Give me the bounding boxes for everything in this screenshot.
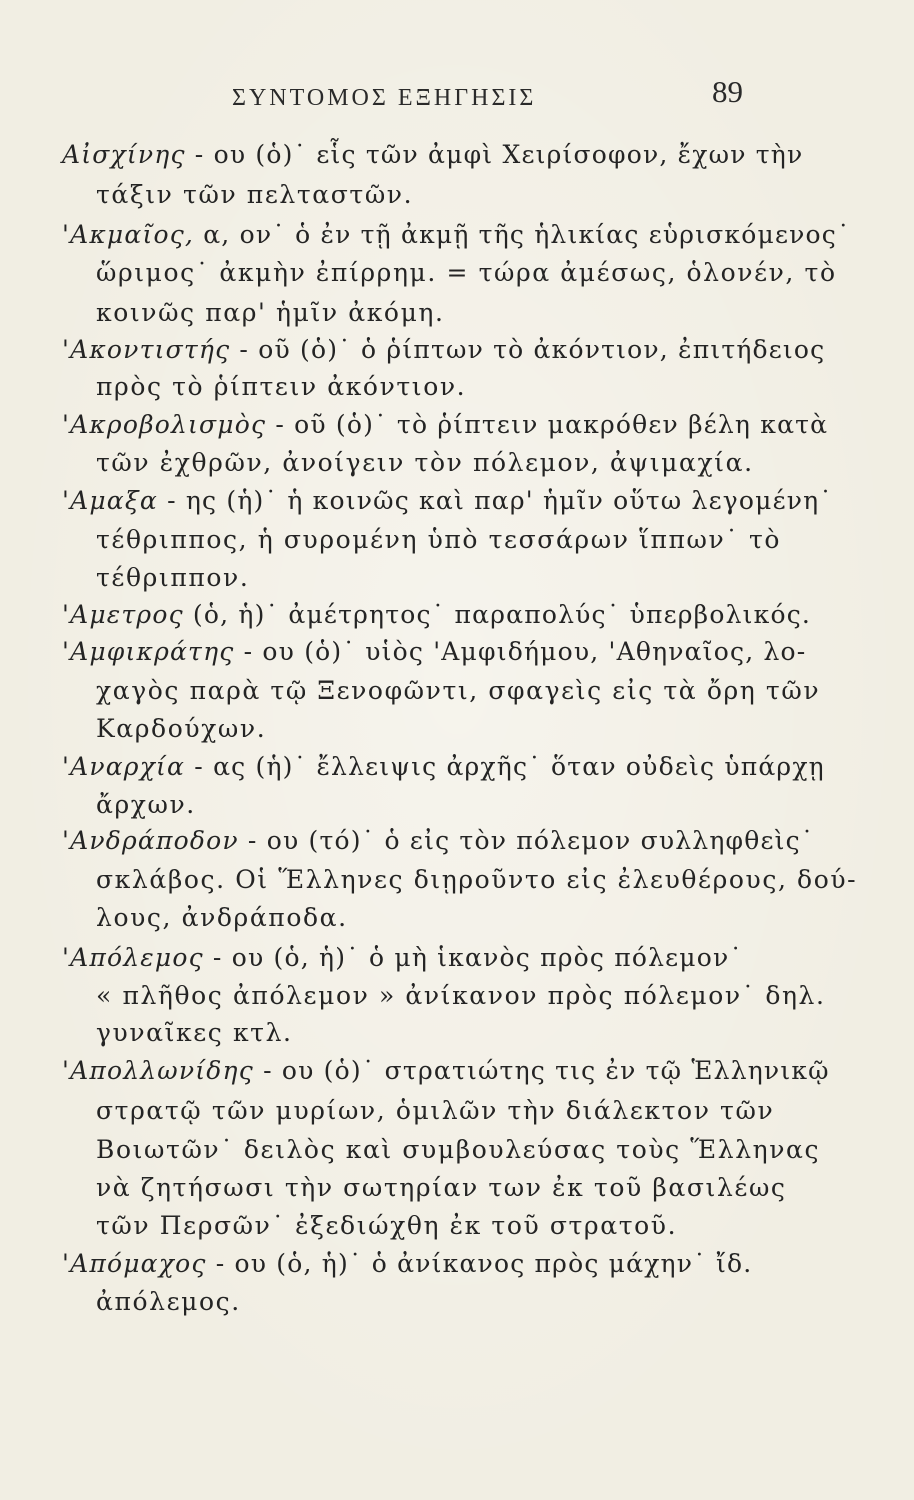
entry-amphikrates bbox=[62, 637, 806, 667]
definition-text: - ου (ὁ)˙ υἱὸς 'Αμφιδήμου, 'Αθηναῖος, λο- bbox=[234, 637, 807, 666]
definition-text: τέθριππον. bbox=[96, 563, 250, 592]
headword: 'Αμαξα bbox=[62, 486, 158, 515]
headword: 'Αμετρος bbox=[62, 600, 184, 629]
continuation-line bbox=[96, 1135, 820, 1165]
headword: 'Ακμαῖος, bbox=[62, 220, 195, 249]
entry-andrapodon bbox=[62, 826, 815, 856]
headword: 'Αμφικράτης bbox=[62, 637, 235, 666]
continuation-line bbox=[96, 525, 781, 555]
continuation-line bbox=[96, 1287, 241, 1317]
running-title: ΣΥΝΤΟΜΟΣ ΕΞΗΓΗΣΙΣ bbox=[232, 85, 537, 111]
headword: 'Ακοντιστής bbox=[62, 335, 231, 364]
definition-text: - ης (ἡ)˙ ἡ κοινῶς καὶ παρ' ἡμῖν οὕτω λεγομένη˙ bbox=[157, 486, 833, 515]
page-number: 89 bbox=[712, 74, 743, 109]
definition-text: ὥριμος˙ ἀκμὴν ἐπίρρημ. = τώρα ἀμέσως, ὁλονέν, τὸ bbox=[96, 258, 837, 287]
continuation-line bbox=[96, 258, 837, 288]
continuation-line bbox=[96, 1096, 774, 1126]
headword: 'Απολλωνίδης bbox=[62, 1056, 254, 1085]
headword: 'Ανδράποδον bbox=[62, 826, 239, 855]
continuation-line bbox=[96, 790, 196, 820]
continuation-line bbox=[96, 298, 445, 328]
definition-text: νὰ ζητήσωσι τὴν σωτηρίαν των ἐκ τοῦ βασιλέως bbox=[96, 1173, 787, 1202]
headword: 'Αναρχία bbox=[62, 752, 186, 781]
continuation-line bbox=[96, 903, 348, 933]
entry-akmaios bbox=[62, 220, 851, 250]
definition-text: κοινῶς παρ' ἡμῖν ἀκόμη. bbox=[96, 298, 445, 327]
continuation-line bbox=[96, 676, 820, 706]
headword: 'Ακροβολισμὸς bbox=[62, 410, 267, 439]
definition-text: - ου (ὁ, ἡ)˙ ὁ ἀνίκανος πρὸς μάχην˙ ἴδ. bbox=[206, 1249, 753, 1278]
definition-text: τάξιν τῶν πελταστῶν. bbox=[96, 180, 414, 209]
definition-text: στρατῷ τῶν μυρίων, ὁμιλῶν τὴν διάλεκτον τῶν bbox=[96, 1096, 775, 1125]
continuation-line bbox=[96, 981, 826, 1011]
definition-text: γυναῖκες κτλ. bbox=[96, 1018, 293, 1047]
headword: 'Απόμαχος bbox=[62, 1249, 207, 1278]
headword: Αἰσχίνης bbox=[62, 140, 186, 169]
definition-text: - ου (ὁ, ἡ)˙ ὁ μὴ ἱκανὸς πρὸς πόλεμον˙ bbox=[203, 943, 744, 972]
definition-text: (ὁ, ἡ)˙ ἀμέτρητος˙ παραπολύς˙ ὑπερβολικός. bbox=[183, 600, 812, 629]
headword: 'Απόλεμος bbox=[62, 943, 204, 972]
definition-text: ἀπόλεμος. bbox=[96, 1287, 241, 1316]
definition-text: τῶν ἐχθρῶν, ἀνοίγειν τὸν πόλεμον, ἀψιμαχία. bbox=[96, 448, 754, 477]
entry-amaxa bbox=[62, 486, 833, 516]
entry-apomachos bbox=[62, 1249, 752, 1279]
entry-akontistes bbox=[62, 335, 825, 365]
definition-text: πρὸς τὸ ῥίπτειν ἀκόντιον. bbox=[96, 372, 467, 401]
continuation-line bbox=[96, 563, 249, 593]
continuation-line bbox=[96, 372, 466, 402]
definition-text: Καρδούχων. bbox=[96, 714, 267, 743]
definition-text: χαγὸς παρὰ τῷ Ξενοφῶντι, σφαγεὶς εἰς τὰ ὄρη τῶν bbox=[96, 676, 821, 705]
definition-text: - ου (ὁ)˙ στρατιώτης τις ἐν τῷ Ἑλληνικῷ bbox=[253, 1056, 830, 1085]
entry-ametros bbox=[62, 600, 811, 630]
continuation-line bbox=[96, 180, 413, 210]
entry-aischines bbox=[62, 140, 803, 170]
continuation-line bbox=[96, 448, 754, 478]
definition-text: Βοιωτῶν˙ δειλὸς καὶ συμβουλεύσας τοὺς Ἕλληνας bbox=[96, 1135, 821, 1164]
definition-text: - ας (ἡ)˙ ἔλλειψις ἀρχῆς˙ ὅταν οὐδεὶς ὑπάρχῃ bbox=[185, 752, 825, 781]
entry-apollonides bbox=[62, 1056, 830, 1086]
definition-text: σκλάβος. Οἱ Ἕλληνες διῃροῦντο εἰς ἐλευθέρους, δού- bbox=[96, 865, 858, 894]
continuation-line bbox=[96, 865, 857, 895]
definition-text: λους, ἀνδράποδα. bbox=[96, 903, 348, 932]
definition-text: τέθριππος, ἡ συρομένη ὑπὸ τεσσάρων ἵππων˙ τὸ bbox=[96, 525, 782, 554]
continuation-line bbox=[96, 1173, 787, 1203]
definition-text: - οῦ (ὁ)˙ ὁ ῥίπτων τὸ ἀκόντιον, ἐπιτήδειος bbox=[230, 335, 826, 364]
continuation-line bbox=[96, 1018, 293, 1048]
continuation-line bbox=[96, 1211, 677, 1241]
definition-text: τῶν Περσῶν˙ ἐξεδιώχθη ἐκ τοῦ στρατοῦ. bbox=[96, 1211, 678, 1240]
entry-apolemos bbox=[62, 943, 743, 973]
continuation-line bbox=[96, 714, 266, 744]
definition-text: « πλῆθος ἀπόλεμον » ἀνίκανον πρὸς πόλεμον˙ δηλ. bbox=[96, 981, 826, 1010]
definition-text: α, ον˙ ὁ ἐν τῇ ἀκμῇ τῆς ἡλικίας εὑρισκόμενος˙ bbox=[194, 220, 851, 249]
entry-akrobolismos bbox=[62, 410, 828, 440]
definition-text: - ου (ὁ)˙ εἷς τῶν ἀμφὶ Χειρίσοφον, ἔχων τὴν bbox=[185, 140, 804, 169]
definition-text: - οῦ (ὁ)˙ τὸ ῥίπτειν μακρόθεν βέλη κατὰ bbox=[266, 410, 829, 439]
definition-text: - ου (τό)˙ ὁ εἰς τὸν πόλεμον συλληφθεὶς˙ bbox=[238, 826, 815, 855]
definition-text: ἄρχων. bbox=[96, 790, 196, 819]
entry-anarchia bbox=[62, 752, 825, 782]
